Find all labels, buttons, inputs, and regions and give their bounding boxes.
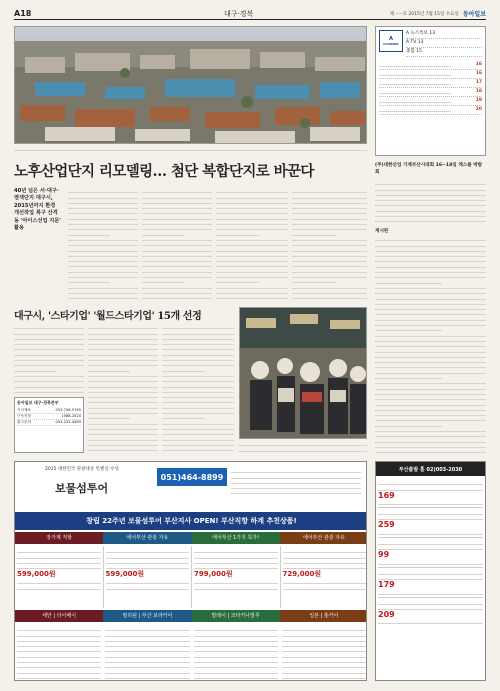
aerial-photo-illustration [15, 27, 367, 144]
list-item: A TV 13 [406, 39, 482, 48]
side-ad-price: 259 [378, 520, 395, 530]
side-article-body [375, 180, 486, 226]
main-headline: 노후산업단지 리모델링… 첨단 복합단지로 바꾼다 [14, 163, 314, 180]
market-crowd-photo [239, 307, 367, 439]
list-item: A 뉴스특보 13 [406, 30, 482, 39]
contact-row: 광고문의 053-252-4589 [17, 420, 81, 424]
list-item: 16 [379, 70, 482, 79]
ad-price: 599,000원 [17, 570, 56, 579]
list-item: 종합 15 [406, 48, 482, 57]
text-line [142, 294, 212, 299]
text-line [375, 217, 486, 222]
article-column [68, 188, 138, 300]
side-ad-price: 169 [378, 490, 395, 500]
text-line [375, 448, 486, 453]
section-title: 대구·경북 [224, 9, 254, 18]
list-item [378, 538, 483, 568]
ad-price: 599,000원 [105, 570, 145, 579]
channel-a-logo: A CHANNEL [379, 30, 403, 52]
ad-footer-header: 일본 | 홋카이 [280, 610, 367, 622]
photo-caption [14, 146, 367, 156]
article-lead: 40년 넘은 서·대구·염색단지 대구시, 2015년까지 환경 개선작업 북구 산격동 '아이스선업 지문' 활용 [14, 188, 61, 232]
market-photo-illustration [240, 308, 367, 439]
ad-award-tag: 2015 대한민국 관광대상 특별상 수상 [45, 467, 119, 472]
contact-row: 구독신청 1588-2020 [17, 414, 81, 418]
list-item: 19 [379, 97, 482, 106]
second-headline: 대구시, '스타기업' '월드스타기업' 15개 선정 [14, 311, 202, 322]
text-line [88, 446, 158, 451]
channel-list-top [406, 30, 482, 57]
list-item [378, 568, 483, 598]
ad-promo-text [231, 468, 361, 506]
channel-list [379, 61, 482, 115]
article-column [142, 188, 212, 300]
ad-price: 799,000원 [194, 570, 233, 579]
side-ad-price: 179 [378, 580, 395, 590]
article-column [88, 324, 158, 454]
side-ad-price: 99 [378, 550, 390, 560]
side-ad-list [376, 476, 485, 628]
ad-product [15, 546, 104, 608]
list-item [378, 508, 483, 538]
photo-caption [239, 441, 367, 455]
ad-phone: 051)464-8899 [157, 468, 227, 486]
ad-product [192, 546, 281, 608]
text-line [14, 388, 84, 393]
ad-column-headers [15, 532, 367, 544]
list-item [378, 478, 483, 508]
ad-footer-header: 태안 | 타이베이 [15, 610, 103, 622]
bulletin-board-body [375, 236, 486, 454]
list-item: 17 [379, 79, 482, 88]
side-article-headline: (주)대한산업 기계부산시대회 16~18일 엑스플 박람회 [375, 163, 483, 175]
ad-footer-header: 필리핀 | 부산 보라카이 [103, 610, 191, 622]
ad-brand: 보물섬투어 [55, 482, 109, 495]
ad-product [104, 546, 193, 608]
article-column [14, 324, 84, 394]
text-line [162, 446, 234, 451]
ad-col-header: 장가계 직항 [15, 532, 103, 544]
ad-banner: 창립 22주년 보물섬투어 부산지사 OPEN! 부산직항 하계 추천상품! [15, 512, 367, 530]
ad-header [15, 462, 367, 510]
contact-row: 기사제보 053-756-5760 [17, 408, 81, 412]
list-item [378, 598, 483, 627]
ad-footer-grid [15, 624, 367, 681]
side-ad-title: 부산출발 홈 02)003-2030 [376, 462, 485, 476]
bulletin-board-title: 게시판 [375, 229, 389, 234]
ad-col-header: 에어부산 관광 자유 [280, 532, 367, 544]
article-column [292, 188, 367, 300]
page-number: A18 [14, 9, 32, 18]
industrial-complex-photo [14, 26, 367, 144]
article-column [162, 324, 234, 454]
travel-advertisement [14, 461, 367, 681]
page-header [14, 8, 486, 20]
list-item: 18 [379, 88, 482, 97]
ad-col-header: 에어부산 1가지 특가! [192, 532, 280, 544]
list-item: 16 [379, 61, 482, 70]
side-ad-price: 209 [378, 610, 395, 620]
channel-a-box [375, 26, 486, 156]
text-line [292, 294, 367, 299]
ad-product-grid [15, 546, 367, 608]
ad-col-header: 에어부산 관광 자유 [103, 532, 191, 544]
brand-name: 동아일보 [462, 11, 486, 18]
side-travel-advertisement [375, 461, 486, 681]
ad-product [281, 546, 368, 608]
ad-footer-header: 말레이 | 코타키나발루 [192, 610, 280, 622]
article-column [216, 188, 288, 300]
list-item: 20 [379, 106, 482, 115]
ad-footer-headers [15, 610, 367, 622]
text-line [68, 294, 138, 299]
contact-info-box [14, 397, 84, 453]
contact-box-title: 동아일보 대구·경북본부 [17, 400, 59, 405]
text-line [216, 294, 288, 299]
ad-price: 729,000원 [282, 570, 322, 579]
issue-info: 제 ·····호 2015년 7월 15일 수요일 [389, 11, 459, 17]
